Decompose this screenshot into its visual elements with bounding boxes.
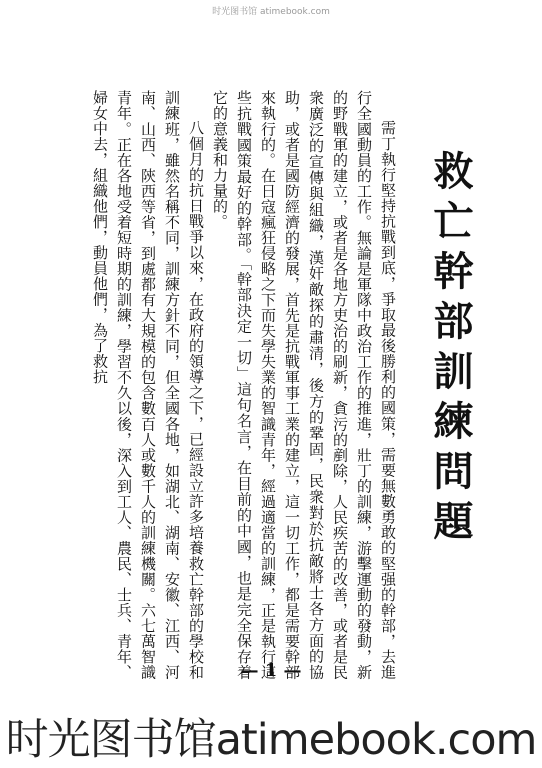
header-watermark: 时光图书馆 atimebook.com — [212, 7, 330, 17]
body-text — [70, 90, 400, 680]
paragraph-2: 八個月的抗日戰爭以來，在政府的領導之下，已經設立許多培養救亡幹部的學校和訓練班，雖然名稱不同，訓練方針不同，但全國各地，如湖北、湖南、安徽、江西、河南、山西、陝西等省，到處都有大規模的包含數百人或數千人的訓練機關。六七萬智識青年。正在各地受着短時期的訓練，學習不久以後，深入到工人、農民、士兵、青年、婦女中去，組織他們，動員他們，為了救抗 — [91, 90, 205, 680]
paragraph-1: 需丁執行堅持抗戰到底，爭取最後勝利的國策，需要無數勇敢的堅强的幹部，去進行全國動員的工作。無論是軍隊中政治工作的推進，壯丁的訓練，游擊運動的發動，新的野戰軍的建立，或者是各地方吏治的刷新，貪污的剷除，人民疾苦的改善，或者是民衆廣泛的宣傳與組織，漢奸敵探的肅清，後方的鞏固，民衆對於抗敵將士各方面的協助，或者是國防經濟的發展，首先是抗戰軍事工業的建立，這一切工作，都是需要幹部來執行的。在日寇瘋狂侵略之下而失學失業的智識青年，經過適當的訓練，正是執行這些抗戰國策最好的幹部。「幹部決定一切」這句名言，在目前的中國，也是完全保存着它的意義和力量的。 — [211, 90, 397, 680]
document-page — [40, 30, 510, 690]
page-title: 救亡幹部訓練問題 — [427, 150, 474, 550]
footer-watermark: 时光图书馆atimebook.com — [5, 715, 537, 765]
page-number: — 1 — — [240, 660, 302, 681]
